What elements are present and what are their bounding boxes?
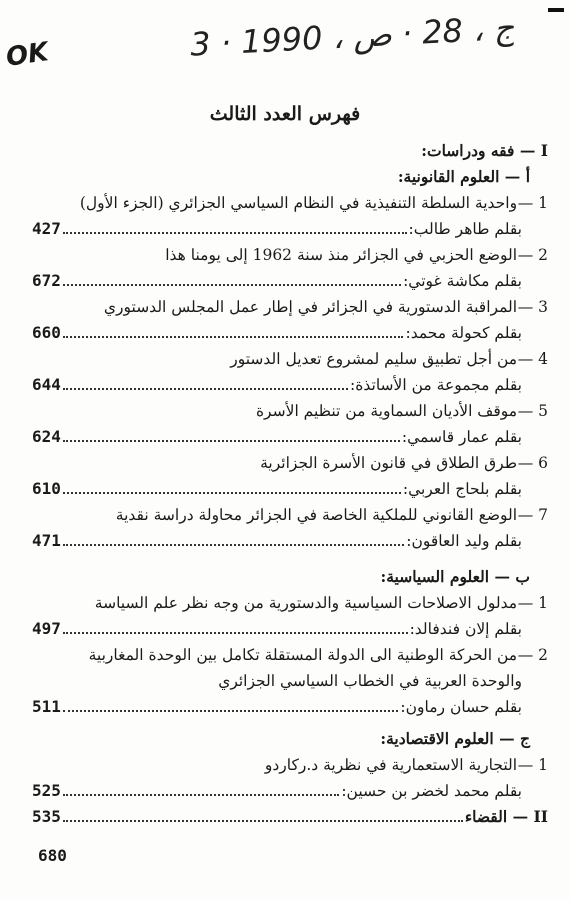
entry-page-number: 624 [32, 427, 61, 446]
section-heading-judiciary: II — القضاء 535 [30, 804, 548, 830]
toc-author-line: بقلم مجموعة من الأساتذة: 644 [30, 372, 548, 398]
subsection-heading-political: ب — العلوم السياسية: [380, 567, 530, 586]
toc-entry: 2 — من الحركة الوطنية الى الدولة المستقلة تكامل بين الوحدة المغاربية [88, 646, 548, 664]
toc-entry: 2 — الوضع الحزبي في الجزائر منذ سنة 1962 إلى يومنا هذا [165, 246, 548, 264]
toc-author-line: بقلم طاهر طالب: 427 [30, 216, 548, 242]
dot-leader [63, 480, 401, 494]
toc-author-line: بقلم عمار قاسمي: 624 [30, 424, 548, 450]
toc-author-line: بقلم مكاشة غوتي: 672 [30, 268, 548, 294]
toc-author-line: بقلم بلحاج العربي: 610 [30, 476, 548, 502]
dot-leader [63, 698, 399, 712]
dot-leader [63, 324, 404, 338]
entry-page-number: 471 [32, 531, 61, 550]
dot-leader [63, 620, 408, 634]
subsection-heading-legal: أ — العلوم القانونية: [397, 167, 530, 186]
dot-leader [63, 428, 400, 442]
toc-author-line: بقلم محمد لخضر بن حسين: 525 [30, 778, 548, 804]
dot-leader [63, 532, 404, 546]
entry-page-number: 525 [32, 781, 61, 800]
entry-page-number: 535 [32, 807, 61, 826]
entry-page-number: 511 [32, 697, 61, 716]
section-heading-studies: I — فقه ودراسات: [421, 141, 548, 160]
toc-author-line: بقلم حسان رماون: 511 [30, 694, 548, 720]
toc-entry: 5 — موقف الأديان السماوية من تنظيم الأسرة [255, 402, 548, 420]
toc-author-line: بقلم كحولة محمد: 660 [30, 320, 548, 346]
table-of-contents [30, 138, 548, 830]
toc-entry: 4 — من أجل تطبيق سليم لمشروع تعديل الدستور [230, 350, 548, 368]
entry-page-number: 497 [32, 619, 61, 638]
toc-author-line: بقلم وليد العاقون: 471 [30, 528, 548, 554]
toc-entry: 3 — المراقبة الدستورية في الجزائر في إطار عمل المجلس الدستوري [103, 298, 548, 316]
entry-page-number: 610 [32, 479, 61, 498]
entry-page-number: 644 [32, 375, 61, 394]
handwritten-date: 3 · ج ، 28 · ص ، 1990 [189, 8, 516, 64]
dot-leader [63, 272, 401, 286]
page-title: فهرس العدد الثالث [209, 103, 361, 125]
dot-leader [63, 782, 339, 796]
handwritten-ok: OK [4, 37, 51, 73]
page-number: 680 [38, 846, 67, 865]
toc-entry: 1 — واحدية السلطة التنفيذية في النظام السياسي الجزائري (الجزء الأول) [79, 194, 548, 212]
entry-page-number: 660 [32, 323, 61, 342]
toc-author-line: بقلم إلان فندفالد: 497 [30, 616, 548, 642]
toc-entry-continuation: والوحدة العربية في الخطاب السياسي الجزائري [218, 672, 522, 690]
toc-entry: 1 — التجارية الاستعمارية في نظرية د.ركاردو [264, 756, 548, 774]
toc-entry: 6 — طرق الطلاق في قانون الأسرة الجزائرية [260, 454, 548, 472]
dot-leader [63, 220, 407, 234]
dot-leader [63, 376, 348, 390]
dot-leader [63, 808, 463, 822]
subsection-heading-economic: ج — العلوم الاقتصادية: [380, 729, 530, 748]
toc-entry: 7 — الوضع القانوني للملكية الخاصة في الجزائر محاولة دراسة نقدية [115, 506, 548, 524]
toc-entry: 1 — مدلول الاصلاحات السياسية والدستورية من وجه نظر علم السياسة [94, 594, 548, 612]
entry-page-number: 427 [32, 219, 61, 238]
entry-page-number: 672 [32, 271, 61, 290]
